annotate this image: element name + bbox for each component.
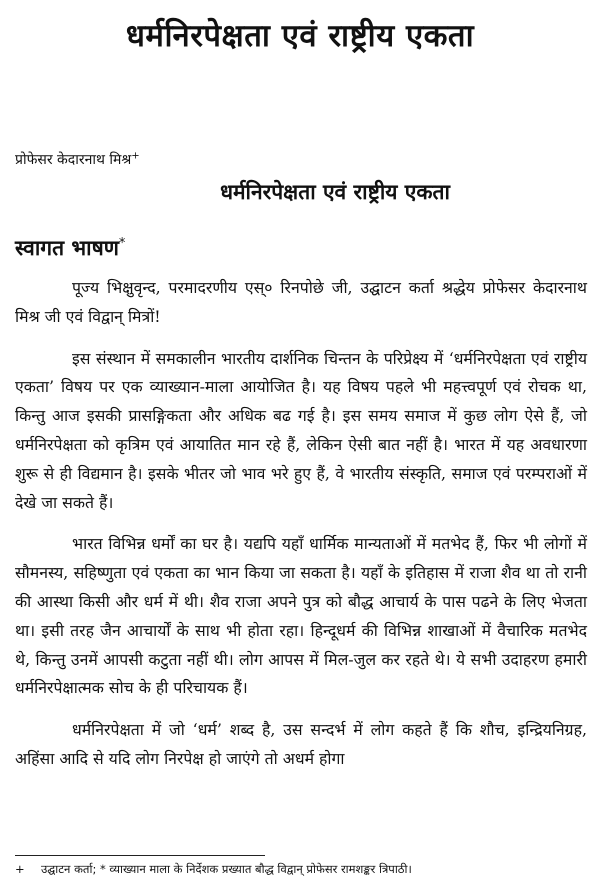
page-header-title: धर्मनिरपेक्षता एवं राष्ट्रीय एकता xyxy=(125,18,475,54)
footnote-text: उद्घाटन कर्ता; * व्याख्यान माला के निर्देशक प्रख्यात बौद्ध विद्वान् प्रोफेसर रामशङ्कर त्रिपाठी। xyxy=(41,862,412,876)
article-title: धर्मनिरपेक्षता एवं राष्ट्रीय एकता xyxy=(220,180,450,204)
paragraph-3: भारत विभिन्न धर्मों का घर है। यद्यपि यहाँ धार्मिक मान्यताओं में मतभेद हैं, फिर भी लोगों में सौमनस्य, सहिष्णुता एवं एकता का भान किया जा सकता है। यहाँ के इतिहास में राजा शैव था तो रानी की आस्था किसी और धर्म में थी। शैव राजा अपने पुत्र को बौद्ध आचार्य के पास पढने के लिए भेजता था। इसी तरह जैन आचार्यों के साथ भी होता रहा। हिन्दूधर्म की विभिन्न शाखाओं में वैचारिक मतभेद थे, किन्तु उनमें आपसी कटुता नहीं थी। लोग आपस में मिल-जुल कर रहते थे। ये सभी उदाहरण हमारी धर्मनिरपेक्षात्मक सोच के ही परिचायक हैं। xyxy=(15,534,587,698)
section-footnote-mark: * xyxy=(118,236,126,251)
section-heading-text: स्वागत भाषण xyxy=(15,236,119,260)
footnote xyxy=(15,862,590,877)
footnote-mark: + xyxy=(15,862,25,876)
paragraph-4: धर्मनिरपेक्षता में जो ‘धर्म’ शब्द है, उस सन्दर्भ में लोग कहते हैं कि शौच, इन्द्रियनिग्रह, अहिंसा आदि से यदि लोग निरपेक्ष हो जाएंगे तो अधर्म होगा xyxy=(15,720,587,768)
paragraph-1: पूज्य भिक्षुवृन्द, परमादरणीय एस्० रिनपोछे जी, उद्घाटन कर्ता श्रद्धेय प्रोफेसर केदारनाथ मिश्र जी एवं विद्वान् मित्रों! xyxy=(15,278,587,326)
author-name: प्रोफेसर केदारनाथ मिश्र xyxy=(15,152,132,168)
body-text xyxy=(15,274,587,787)
paragraph-2: इस संस्थान में समकालीन भारतीय दार्शनिक चिन्तन के परिप्रेक्ष्य में ‘धर्मनिरपेक्षता एवं राष्ट्रीय एकता’ विषय पर एक व्याख्यान-माला आयोजित है। यह विषय पहले भी महत्त्वपूर्ण एवं रोचक था, किन्तु आज इसकी प्रासङ्गिकता और अधिक बढ गई है। इस समय समाज में कुछ लोग ऐसे हैं, जो धर्मनिरपेक्षता को कृत्रिम एवं आयातित मान रहे हैं, लेकिन ऐसी बात नहीं है। भारत में यह अवधारणा शुरू से ही विद्यमान है। इसके भीतर जो भाव भरे हुए हैं, वे भारतीय संस्कृति, समाज एवं परम्पराओं में देखे जा सकते हैं। xyxy=(15,348,587,512)
footnote-divider xyxy=(15,855,265,856)
author-footnote-mark: + xyxy=(131,150,140,162)
section-heading xyxy=(15,234,125,262)
author-line xyxy=(15,150,140,169)
